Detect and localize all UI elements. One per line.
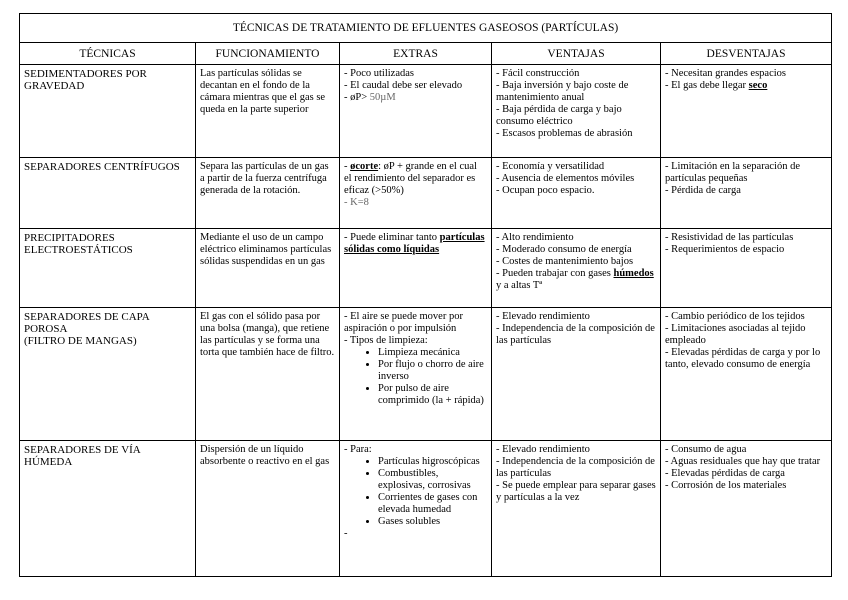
header-extras: EXTRAS [340, 43, 492, 65]
list-item: • Por flujo o chorro de aire inverso [378, 359, 487, 383]
functioning-cell: Separa las partículas de un gas a partir de la fuerza centrífuga generada de la rotación. [196, 158, 340, 229]
disadvantage-text: - El gas debe llegar [665, 80, 749, 91]
disadvantages-cell [661, 229, 832, 308]
advantages-cell [492, 65, 661, 158]
table-row [20, 65, 832, 158]
extras-cell [340, 441, 492, 577]
disadvantages-cell [661, 308, 832, 441]
advantages-cell [492, 229, 661, 308]
disadvantage-item: - Consumo de agua [665, 444, 747, 455]
advantage-item: - Alto rendimiento [496, 232, 574, 243]
disadvantage-item: - Limitación en la separación de partículas pequeñas [665, 161, 800, 184]
disadvantage-item: - Elevadas pérdidas de carga y por lo tanto, elevado consumo de energía [665, 347, 821, 370]
table-title: TÉCNICAS DE TRATAMIENTO DE EFLUENTES GASEOSOS (PARTÍCULAS) [20, 14, 832, 43]
advantage-item: - Costes de mantenimiento bajos [496, 256, 634, 267]
advantage-item: - Moderado consumo de energía [496, 244, 632, 255]
advantage-item: - Fácil construcción [496, 68, 580, 79]
disadvantage-item [665, 80, 827, 92]
table-row [20, 229, 832, 308]
advantage-item: - Escasos problemas de abrasión [496, 128, 633, 139]
disadvantage-item: - Resistividad de las partículas [665, 232, 794, 243]
extras-line [344, 92, 487, 104]
extras-size-value: 50µM [369, 92, 396, 103]
technique-cell: PRECIPITADORES ELECTROESTÁTICOS [20, 229, 196, 308]
disadvantages-cell [661, 441, 832, 577]
extras-line: - [344, 528, 348, 539]
list-item: • Partículas higroscópicas [378, 456, 487, 468]
disadvantage-item: - Cambio periódico de los tejidos [665, 311, 805, 322]
disadvantage-item: - Aguas residuales que hay que tratar [665, 456, 821, 467]
header-disadvantages: DESVENTAJAS [661, 43, 832, 65]
advantage-text: - Pueden trabajar con gases [496, 268, 614, 279]
header-row [20, 43, 832, 65]
advantage-item: - Baja pérdida de carga y bajo consumo eléctrico [496, 104, 622, 127]
extras-line: - Tipos de limpieza: [344, 335, 428, 346]
functioning-cell: Las partículas sólidas se decantan en el fondo de la cámara mientras que el gas se queda en la parte superior [196, 65, 340, 158]
advantage-item: - Baja inversión y bajo coste de mantenimiento anual [496, 80, 629, 103]
extras-text: - Puede eliminar tanto [344, 232, 440, 243]
list-item: • Por pulso de aire comprimido (la + rápida) [378, 383, 487, 407]
list-item: • Limpieza mecánica [378, 347, 487, 359]
advantage-item: - Independencia de la composición de las partículas [496, 456, 655, 479]
extras-text: : øP + grande en el cual el rendimiento del separador es eficaz (>50%) [344, 161, 477, 196]
advantage-item: - Elevado rendimiento [496, 444, 590, 455]
advantage-item: - Ocupan poco espacio. [496, 185, 595, 196]
extras-text: - [344, 161, 351, 172]
technique-cell: SEDIMENTADORES POR GRAVEDAD [20, 65, 196, 158]
disadvantages-cell [661, 158, 832, 229]
list-item: • Corrientes de gases con elevada humedad [378, 492, 487, 516]
functioning-cell: Mediante el uso de un campo eléctrico eliminamos partículas sólidas suspendidas en un gas [196, 229, 340, 308]
extras-line: - Poco utilizadas [344, 68, 414, 79]
table-row [20, 441, 832, 577]
advantage-item [496, 268, 656, 292]
disadvantage-item: - Necesitan grandes espacios [665, 68, 786, 79]
table-row [20, 158, 832, 229]
disadvantages-cell [661, 65, 832, 158]
list-item: • Combustibles, explosivas, corrosivas [378, 468, 487, 492]
disadvantage-item: - Requerimientos de espacio [665, 244, 785, 255]
disadvantage-item: - Pérdida de carga [665, 185, 741, 196]
advantage-item: - Se puede emplear para separar gases y partículas a la vez [496, 480, 656, 503]
extras-text: - øP> [344, 92, 370, 103]
header-functioning: FUNCIONAMIENTO [196, 43, 340, 65]
technique-cell: SEPARADORES DE VÍA HÚMEDA [20, 441, 196, 577]
emphasis-text: partículas sólidas como líquidas [344, 232, 485, 255]
advantages-cell [492, 158, 661, 229]
extras-cell [340, 158, 492, 229]
particle-treatment-table [19, 13, 832, 577]
advantages-cell [492, 441, 661, 577]
extras-line: - El caudal debe ser elevado [344, 80, 463, 91]
disadvantage-item: - Elevadas pérdidas de carga [665, 468, 785, 479]
technique-cell: SEPARADORES CENTRÍFUGOS [20, 158, 196, 229]
advantage-item: - Economía y versatilidad [496, 161, 605, 172]
emphasis-text: seco [748, 80, 768, 91]
extras-line: - Para: [344, 444, 372, 455]
technique-cell: SEPARADORES DE CAPA POROSA (FILTRO DE MANGAS) [20, 308, 196, 441]
extras-line [344, 232, 487, 256]
cleaning-types-list [344, 347, 487, 407]
extras-line: - K=8 [344, 197, 369, 208]
advantage-item: - Independencia de la composición de las partículas [496, 323, 655, 346]
functioning-cell: El gas con el sólido pasa por una bolsa (manga), que retiene las partículas y se forma una torta que también hace de filtro. [196, 308, 340, 441]
advantage-text: y a altas Tª [496, 280, 543, 291]
functioning-cell: Dispersión de un líquido absorbente o reactivo en el gas [196, 441, 340, 577]
emphasis-text: húmedos [613, 268, 654, 279]
application-list [344, 456, 487, 528]
extras-line: - El aire se puede mover por aspiración o por impulsión [344, 311, 463, 334]
table-row [20, 308, 832, 441]
extras-cell [340, 229, 492, 308]
disadvantage-item: - Limitaciones asociadas al tejido empleado [665, 323, 806, 346]
disadvantage-item: - Corrosión de los materiales [665, 480, 787, 491]
list-item: • Gases solubles [378, 516, 487, 528]
advantage-item: - Ausencia de elementos móviles [496, 173, 635, 184]
advantages-cell [492, 308, 661, 441]
emphasis-text: øcorte [350, 161, 379, 172]
extras-line [344, 161, 487, 197]
extras-cell [340, 308, 492, 441]
header-advantages: VENTAJAS [492, 43, 661, 65]
extras-cell [340, 65, 492, 158]
advantage-item: - Elevado rendimiento [496, 311, 590, 322]
header-techniques: TÉCNICAS [20, 43, 196, 65]
